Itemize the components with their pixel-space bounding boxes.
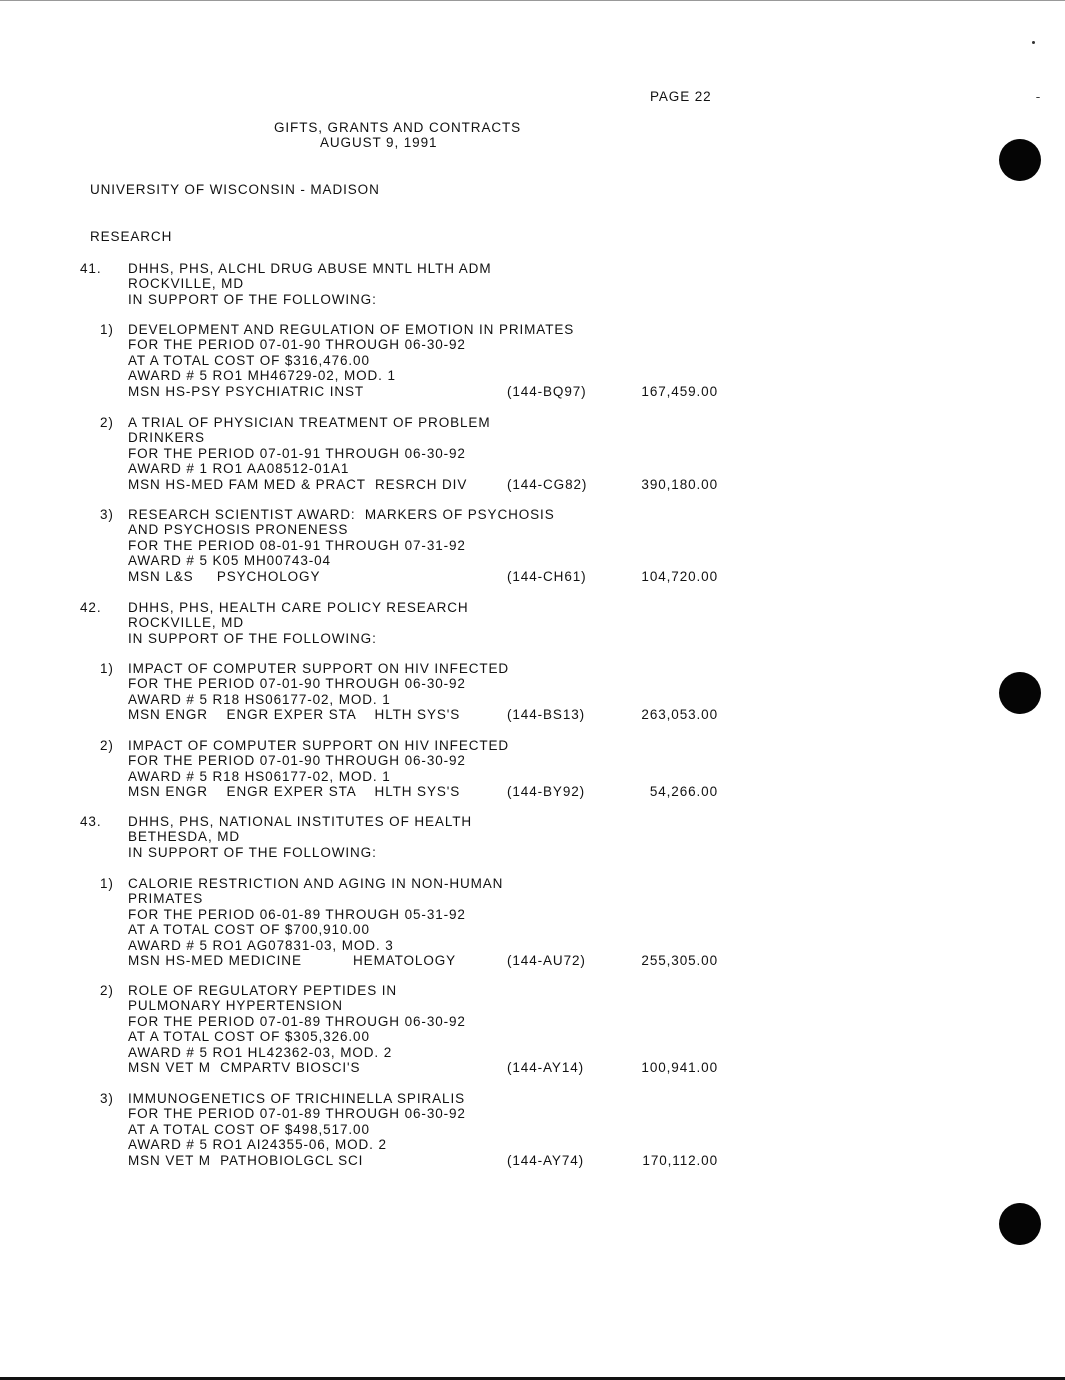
award-line: FOR THE PERIOD 07-01-90 THROUGH 06-30-92 (128, 676, 466, 691)
award-line: MSN HS-MED MEDICINE HEMATOLOGY (128, 953, 457, 968)
award-line: A TRIAL OF PHYSICIAN TREATMENT OF PROBLEM (128, 415, 491, 430)
award-line: MSN ENGR ENGR EXPER STA HLTH SYS'S (128, 784, 461, 799)
sponsor-line: DHHS, PHS, NATIONAL INSTITUTES OF HEALTH (128, 814, 473, 829)
award-index: 2) (100, 983, 114, 998)
award-line: FOR THE PERIOD 07-01-89 THROUGH 06-30-92 (128, 1014, 466, 1029)
sponsor-number: 42. (80, 600, 102, 615)
award-index: 1) (100, 661, 114, 676)
award-line: AT A TOTAL COST OF $305,326.00 (128, 1029, 370, 1044)
award-line: MSN HS-MED FAM MED & PRACT RESRCH DIV (128, 477, 468, 492)
award-line: AT A TOTAL COST OF $700,910.00 (128, 922, 370, 937)
institution-name: UNIVERSITY OF WISCONSIN - MADISON (90, 182, 380, 197)
sponsor-line: DHHS, PHS, ALCHL DRUG ABUSE MNTL HLTH ADM (128, 261, 492, 276)
award-line: MSN ENGR ENGR EXPER STA HLTH SYS'S (128, 707, 461, 722)
sponsor-line: DHHS, PHS, HEALTH CARE POLICY RESEARCH (128, 600, 469, 615)
account-code: (144-AU72) (507, 953, 586, 968)
award-line: FOR THE PERIOD 08-01-91 THROUGH 07-31-92 (128, 538, 466, 553)
account-code: (144-AY74) (507, 1153, 585, 1168)
award-line: AWARD # 1 RO1 AA08512-01A1 (128, 461, 350, 476)
award-line: RESEARCH SCIENTIST AWARD: MARKERS OF PSYCHOSIS (128, 507, 555, 522)
award-index: 3) (100, 507, 114, 522)
sponsor-line: IN SUPPORT OF THE FOLLOWING: (128, 631, 377, 646)
award-line: FOR THE PERIOD 07-01-91 THROUGH 06-30-92 (128, 446, 466, 461)
award-line: AT A TOTAL COST OF $498,517.00 (128, 1122, 370, 1137)
punch-hole (999, 139, 1041, 181)
award-index: 1) (100, 876, 114, 891)
sponsor-line: ROCKVILLE, MD (128, 615, 244, 630)
award-index: 2) (100, 738, 114, 753)
award-line: MSN VET M PATHOBIOLGCL SCI (128, 1153, 364, 1168)
award-line: FOR THE PERIOD 06-01-89 THROUGH 05-31-92 (128, 907, 466, 922)
account-code: (144-BY92) (507, 784, 586, 799)
sponsor-line: IN SUPPORT OF THE FOLLOWING: (128, 292, 377, 307)
document-title: GIFTS, GRANTS AND CONTRACTS (274, 120, 522, 135)
award-line: AWARD # 5 RO1 HL42362-03, MOD. 2 (128, 1045, 393, 1060)
award-line: CALORIE RESTRICTION AND AGING IN NON-HUMAN (128, 876, 504, 891)
award-line: DEVELOPMENT AND REGULATION OF EMOTION IN PRIMATES (128, 322, 575, 337)
account-code: (144-BS13) (507, 707, 586, 722)
award-index: 2) (100, 415, 114, 430)
section-heading: RESEARCH (90, 229, 173, 244)
award-line: AT A TOTAL COST OF $316,476.00 (128, 353, 370, 368)
sponsor-line: ROCKVILLE, MD (128, 276, 244, 291)
scan-speck (1036, 97, 1040, 98)
award-line: AWARD # 5 RO1 MH46729-02, MOD. 1 (128, 368, 396, 383)
award-amount: 390,180.00 (641, 477, 718, 492)
page-number: PAGE 22 (650, 89, 712, 104)
account-code: (144-BQ97) (507, 384, 587, 399)
document-date: AUGUST 9, 1991 (320, 135, 438, 150)
award-line: FOR THE PERIOD 07-01-90 THROUGH 06-30-92 (128, 753, 466, 768)
award-line: ROLE OF REGULATORY PEPTIDES IN (128, 983, 398, 998)
award-line: AWARD # 5 RO1 AG07831-03, MOD. 3 (128, 938, 394, 953)
award-amount: 255,305.00 (641, 953, 718, 968)
account-code: (144-CG82) (507, 477, 588, 492)
award-line: FOR THE PERIOD 07-01-89 THROUGH 06-30-92 (128, 1106, 466, 1121)
award-line: AWARD # 5 K05 MH00743-04 (128, 553, 331, 568)
account-code: (144-CH61) (507, 569, 587, 584)
award-amount: 54,266.00 (649, 784, 718, 799)
award-line: MSN VET M CMPARTV BIOSCI'S (128, 1060, 361, 1075)
award-amount: 263,053.00 (641, 707, 718, 722)
award-line: IMPACT OF COMPUTER SUPPORT ON HIV INFECTED (128, 661, 510, 676)
punch-hole (999, 672, 1041, 714)
award-line: AWARD # 5 R18 HS06177-02, MOD. 1 (128, 692, 391, 707)
sponsor-line: IN SUPPORT OF THE FOLLOWING: (128, 845, 377, 860)
sponsor-number: 41. (80, 261, 102, 276)
award-line: MSN HS-PSY PSYCHIATRIC INST (128, 384, 365, 399)
award-line: AWARD # 5 RO1 AI24355-06, MOD. 2 (128, 1137, 387, 1152)
award-line: IMMUNOGENETICS OF TRICHINELLA SPIRALIS (128, 1091, 466, 1106)
award-amount: 167,459.00 (641, 384, 718, 399)
award-line: PRIMATES (128, 891, 204, 906)
award-amount: 100,941.00 (641, 1060, 718, 1075)
award-index: 1) (100, 322, 114, 337)
award-line: FOR THE PERIOD 07-01-90 THROUGH 06-30-92 (128, 337, 466, 352)
award-index: 3) (100, 1091, 114, 1106)
award-line: AWARD # 5 R18 HS06177-02, MOD. 1 (128, 769, 391, 784)
account-code: (144-AY14) (507, 1060, 585, 1075)
award-line: IMPACT OF COMPUTER SUPPORT ON HIV INFECTED (128, 738, 510, 753)
sponsor-line: BETHESDA, MD (128, 829, 241, 844)
award-amount: 170,112.00 (642, 1153, 718, 1168)
sponsor-number: 43. (80, 814, 102, 829)
award-amount: 104,720.00 (641, 569, 718, 584)
punch-hole (999, 1203, 1041, 1245)
award-line: PULMONARY HYPERTENSION (128, 998, 343, 1013)
award-line: DRINKERS (128, 430, 205, 445)
award-line: AND PSYCHOSIS PRONENESS (128, 522, 349, 537)
award-line: MSN L&S PSYCHOLOGY (128, 569, 321, 584)
scan-speck (1032, 41, 1035, 44)
scan-top-edge (0, 0, 1065, 1)
